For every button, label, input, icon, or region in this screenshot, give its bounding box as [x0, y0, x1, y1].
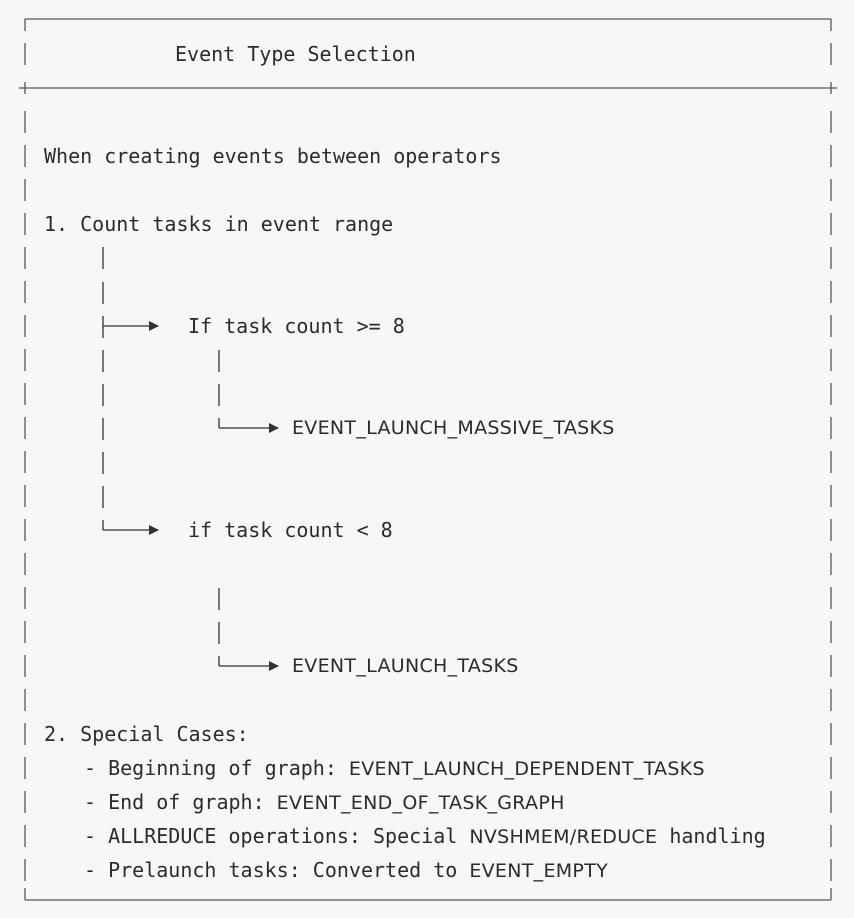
special-case-item	[84, 790, 565, 815]
branch-1-result: EVENT_LAUNCH_MASSIVE_TASKS	[292, 417, 615, 439]
intro-text: When creating events between operators	[44, 144, 502, 168]
step-1-label: 1. Count tasks in event range	[44, 212, 394, 236]
outer-frame	[25, 19, 831, 31]
bottom-border	[25, 888, 831, 900]
special-case-event: EVENT_END_OF_TASK_GRAPH	[276, 792, 565, 814]
flow-connectors	[103, 247, 278, 666]
special-case-event: NVSHMEM/REDUCE	[469, 826, 658, 848]
header-divider	[19, 82, 837, 94]
branch-1-condition: If task count >= 8	[188, 314, 405, 338]
special-case-text: handling	[657, 824, 766, 848]
special-case-item	[84, 756, 705, 781]
branch-2-condition: if task count < 8	[188, 518, 393, 542]
special-case-item	[84, 858, 608, 883]
special-case-text: - Prelaunch tasks: Converted to	[84, 858, 470, 882]
special-case-event: EVENT_LAUNCH_DEPENDENT_TASKS	[348, 758, 705, 780]
branch-2-result: EVENT_LAUNCH_TASKS	[292, 655, 519, 677]
step-2-label: 2. Special Cases:	[44, 722, 249, 746]
special-case-item	[84, 824, 766, 849]
special-case-text: - End of graph:	[84, 790, 277, 814]
special-case-text: - ALLREDUCE operations: Special	[84, 824, 470, 848]
special-case-event: EVENT_EMPTY	[469, 860, 609, 882]
diagram-title: Event Type Selection	[175, 42, 416, 66]
special-case-text: - Beginning of graph:	[84, 756, 349, 780]
